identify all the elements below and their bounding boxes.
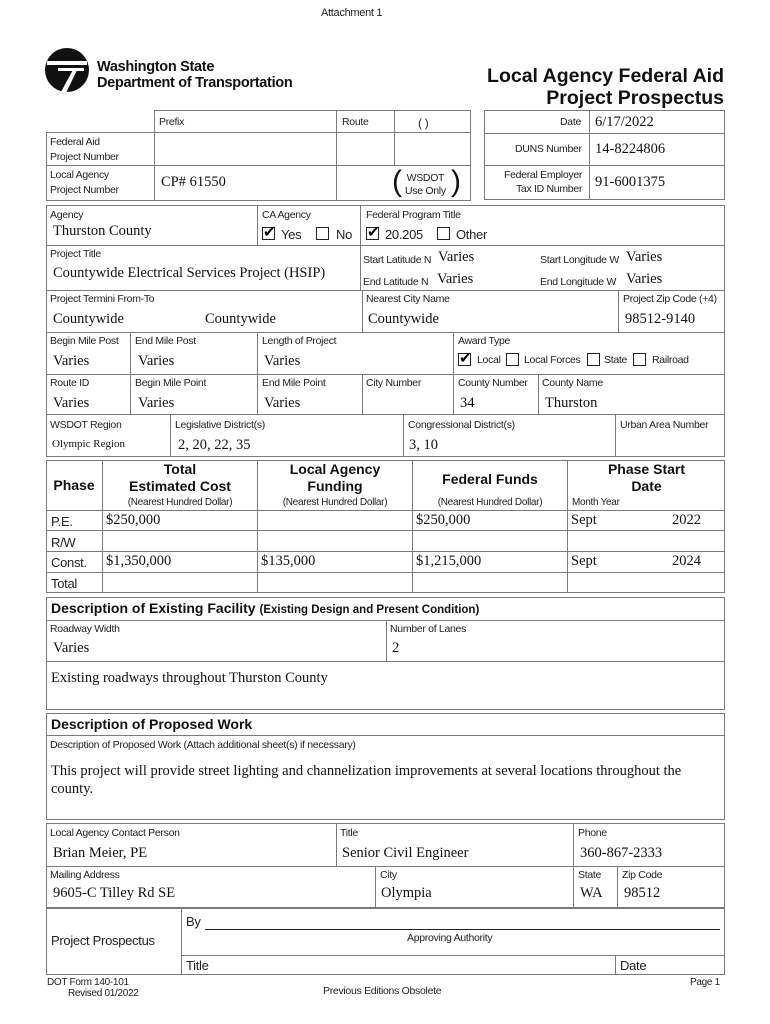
col-start-sub: Month Year xyxy=(572,497,620,508)
phone-value[interactable]: 360-867-2333 xyxy=(580,845,663,861)
contact-title-value[interactable]: Senior Civil Engineer xyxy=(342,845,469,861)
route-paren: ( ) xyxy=(418,116,429,130)
col-local-line-2: Funding xyxy=(307,478,363,494)
col-total-header xyxy=(103,461,257,495)
award-state-label: State xyxy=(604,354,628,366)
award-railroad-checkbox[interactable] xyxy=(633,353,646,366)
local-agency-number-label xyxy=(50,168,119,198)
fein-value[interactable]: 91-6001375 xyxy=(595,174,666,190)
document-title xyxy=(487,65,724,109)
proposed-work-label: Description of Proposed Work (Attach additional sheet(s) if necessary) xyxy=(50,739,356,751)
fein-label-2: Tax ID Number xyxy=(515,183,583,195)
start-lat-label: Start Latitude N xyxy=(363,254,432,266)
row-rw-phase: R/W xyxy=(51,535,76,550)
page-number: Page 1 xyxy=(690,977,720,988)
project-prospectus-label: Project Prospectus xyxy=(51,933,155,948)
wsdot-logo-icon xyxy=(44,47,90,93)
proposed-line-2: county. xyxy=(51,781,94,797)
col-total-sub: (Nearest Hundred Dollar) xyxy=(127,497,233,508)
project-zip-label: Project Zip Code (+4) xyxy=(623,293,717,305)
existing-facility-title xyxy=(51,600,479,616)
local-agency-label-2: Project Number xyxy=(50,184,119,196)
award-local-label: Local xyxy=(477,354,501,366)
federal-aid-label-2: Project Number xyxy=(50,151,119,163)
col-start-line-1: Phase Start xyxy=(607,461,686,477)
signature-line[interactable] xyxy=(205,929,720,930)
prefix-input[interactable] xyxy=(155,133,335,164)
ca-yes-checkbox[interactable] xyxy=(262,227,275,240)
fein-label xyxy=(504,168,582,196)
contact-person-value[interactable]: Brian Meier, PE xyxy=(53,845,148,861)
row-pe-total[interactable]: $250,000 xyxy=(106,512,161,528)
approving-authority-label: Approving Authority xyxy=(407,932,493,944)
length-label: Length of Project xyxy=(262,335,337,347)
row-pe-federal[interactable]: $250,000 xyxy=(416,512,471,528)
doc-title-line-1: Local Agency Federal Aid xyxy=(487,65,724,87)
city-label: City xyxy=(380,869,397,881)
proposed-work-title: Description of Proposed Work xyxy=(51,716,253,732)
col-local-sub: (Nearest Hundred Dollar) xyxy=(282,497,388,508)
contact-person-label: Local Agency Contact Person xyxy=(50,827,180,839)
program-other-label: Other xyxy=(456,227,488,242)
local-agency-label-1: Local Agency xyxy=(50,169,109,181)
city-value[interactable]: Olympia xyxy=(381,885,432,901)
zip-value[interactable]: 98512 xyxy=(624,885,661,901)
ca-agency-label: CA Agency xyxy=(262,209,311,221)
signature-title-label: Title xyxy=(186,958,209,973)
end-mile-point-label: End Mile Point xyxy=(262,377,326,389)
roadway-width-value[interactable]: Varies xyxy=(53,640,90,656)
agency-label: Agency xyxy=(50,209,84,221)
lanes-value[interactable]: 2 xyxy=(392,640,400,656)
wsdot-use-only xyxy=(405,172,446,198)
ca-no-label: No xyxy=(336,227,353,242)
award-forces-checkbox[interactable] xyxy=(506,353,519,366)
route-input[interactable] xyxy=(337,133,393,164)
nearest-city-value[interactable]: Countywide xyxy=(368,311,439,327)
org-name xyxy=(97,59,292,91)
award-forces-label: Local Forces xyxy=(524,354,581,366)
termini-from-value[interactable]: Countywide xyxy=(53,311,124,327)
end-mile-post-label: End Mile Post xyxy=(135,335,196,347)
col-start-line-2: Date xyxy=(631,478,662,494)
date-value[interactable]: 6/17/2022 xyxy=(595,114,654,130)
proposed-work-description[interactable] xyxy=(51,762,721,798)
end-lon-label: End Longitude W xyxy=(540,276,617,288)
begin-mile-post-label: Begin Mile Post xyxy=(50,335,119,347)
existing-title-main: Description of Existing Facility xyxy=(51,600,256,616)
length-value[interactable]: Varies xyxy=(264,353,301,369)
phone-label: Phone xyxy=(578,827,607,839)
wsdot-region-value[interactable]: Olympic Region xyxy=(52,438,126,450)
row-const-month[interactable]: Sept xyxy=(571,553,597,569)
col-federal-header: Federal Funds xyxy=(442,471,538,487)
existing-title-sub: (Existing Design and Present Condition) xyxy=(259,604,480,616)
federal-aid-number-label xyxy=(50,135,119,165)
program-title-label: Federal Program Title xyxy=(366,209,461,221)
city-number-label: City Number xyxy=(366,377,422,389)
start-lat-value[interactable]: Varies xyxy=(438,249,475,265)
end-lat-value[interactable]: Varies xyxy=(437,271,474,287)
existing-description[interactable]: Existing roadways throughout Thurston County xyxy=(51,670,328,686)
congressional-value[interactable]: 3, 10 xyxy=(409,437,438,453)
begin-mile-point-value[interactable]: Varies xyxy=(138,395,175,411)
date-label: Date xyxy=(560,116,581,128)
end-lon-value[interactable]: Varies xyxy=(626,271,663,287)
revised-date: Revised 01/2022 xyxy=(68,988,139,999)
project-title-label: Project Title xyxy=(50,248,101,260)
program-value: 20.205 xyxy=(385,227,423,242)
prefix-label: Prefix xyxy=(159,116,185,128)
zip-label: Zip Code xyxy=(622,869,663,881)
row-pe-phase: P.E. xyxy=(51,514,73,529)
attachment-label: Attachment 1 xyxy=(321,7,383,19)
route-label: Route xyxy=(342,116,369,128)
legislative-label: Legislative District(s) xyxy=(175,419,265,431)
project-title-value[interactable]: Countywide Electrical Services Project (HSIP) xyxy=(53,265,326,281)
roadway-width-label: Roadway Width xyxy=(50,623,120,635)
wsdot-paren-left: ( xyxy=(392,165,402,198)
program-20205-checkbox[interactable] xyxy=(366,227,379,240)
form-number: DOT Form 140-101 xyxy=(47,977,129,988)
ca-yes-label: Yes xyxy=(281,227,302,242)
award-local-checkbox[interactable] xyxy=(458,353,471,366)
org-line-1: Washington State xyxy=(97,59,215,75)
county-name-value[interactable]: Thurston xyxy=(545,395,598,411)
start-lon-label: Start Longitude W xyxy=(540,254,619,266)
col-phase-header: Phase xyxy=(53,477,95,493)
begin-mile-post-value[interactable]: Varies xyxy=(53,353,90,369)
mailing-address-label: Mailing Address xyxy=(50,869,120,881)
route-id-label: Route ID xyxy=(50,377,90,389)
end-lat-label: End Latitude N xyxy=(363,276,429,288)
termini-label: Project Termini From-To xyxy=(50,293,155,305)
wsdot-region-label: WSDOT Region xyxy=(50,419,122,431)
row-const-year[interactable]: 2024 xyxy=(672,553,701,569)
col-federal-sub: (Nearest Hundred Dollar) xyxy=(437,497,543,508)
end-mile-point-value[interactable]: Varies xyxy=(264,395,301,411)
award-railroad-label: Railroad xyxy=(652,354,689,366)
signature-date-label: Date xyxy=(620,958,647,973)
legislative-value[interactable]: 2, 20, 22, 35 xyxy=(178,437,251,453)
mailing-address-value[interactable]: 9605-C Tilley Rd SE xyxy=(53,885,176,901)
col-local-line-1: Local Agency xyxy=(289,461,381,477)
congressional-label: Congressional District(s) xyxy=(408,419,515,431)
project-zip-value[interactable]: 98512-9140 xyxy=(625,311,696,327)
contact-title-label: Title xyxy=(340,827,358,839)
row-total-phase: Total xyxy=(51,576,77,591)
federal-aid-label-1: Federal Aid xyxy=(50,136,100,148)
col-total-line-1: Total xyxy=(163,461,197,477)
row-pe-month[interactable]: Sept xyxy=(571,512,597,528)
end-mile-post-value[interactable]: Varies xyxy=(138,353,175,369)
county-number-value[interactable]: 34 xyxy=(460,395,475,411)
duns-label: DUNS Number xyxy=(515,143,582,155)
agency-value[interactable]: Thurston County xyxy=(53,223,152,239)
col-start-header xyxy=(568,461,725,495)
county-number-label: County Number xyxy=(458,377,528,389)
col-total-line-2: Estimated Cost xyxy=(129,478,231,494)
urban-area-label: Urban Area Number xyxy=(620,419,709,431)
previous-editions-note: Previous Editions Obsolete xyxy=(323,985,442,997)
county-name-label: County Name xyxy=(542,377,603,389)
begin-mile-point-label: Begin Mile Point xyxy=(135,377,207,389)
org-line-2: Department of Transportation xyxy=(97,75,293,91)
row-const-local[interactable]: $135,000 xyxy=(261,553,316,569)
by-label: By xyxy=(186,914,201,929)
lanes-label: Number of Lanes xyxy=(390,623,467,635)
nearest-city-label: Nearest City Name xyxy=(366,293,450,305)
route-id-value[interactable]: Varies xyxy=(53,395,90,411)
fein-label-1: Federal Employer xyxy=(504,169,583,181)
state-label: State xyxy=(578,869,602,881)
row-const-federal[interactable]: $1,215,000 xyxy=(416,553,482,569)
wsdot-use-2: Use Only xyxy=(405,185,446,197)
ca-no-checkbox[interactable] xyxy=(316,227,329,240)
row-const-total[interactable]: $1,350,000 xyxy=(106,553,172,569)
row-pe-year[interactable]: 2022 xyxy=(672,512,701,528)
program-other-checkbox[interactable] xyxy=(437,227,450,240)
state-value[interactable]: WA xyxy=(580,885,603,901)
award-type-label: Award Type xyxy=(458,335,511,347)
start-lon-value[interactable]: Varies xyxy=(626,249,663,265)
duns-value[interactable]: 14-8224806 xyxy=(595,141,666,157)
award-state-checkbox[interactable] xyxy=(587,353,600,366)
wsdot-use-1: WSDOT xyxy=(406,172,445,184)
termini-to-value[interactable]: Countywide xyxy=(205,311,276,327)
proposed-line-1: This project will provide street lighting and channelization improvements at several locations throughout the xyxy=(51,763,682,779)
col-local-header xyxy=(258,461,412,495)
local-agency-number-value[interactable]: CP# 61550 xyxy=(161,174,226,190)
row-const-phase: Const. xyxy=(51,555,87,570)
doc-title-line-2: Project Prospectus xyxy=(546,87,724,109)
wsdot-paren-right: ) xyxy=(451,165,461,198)
